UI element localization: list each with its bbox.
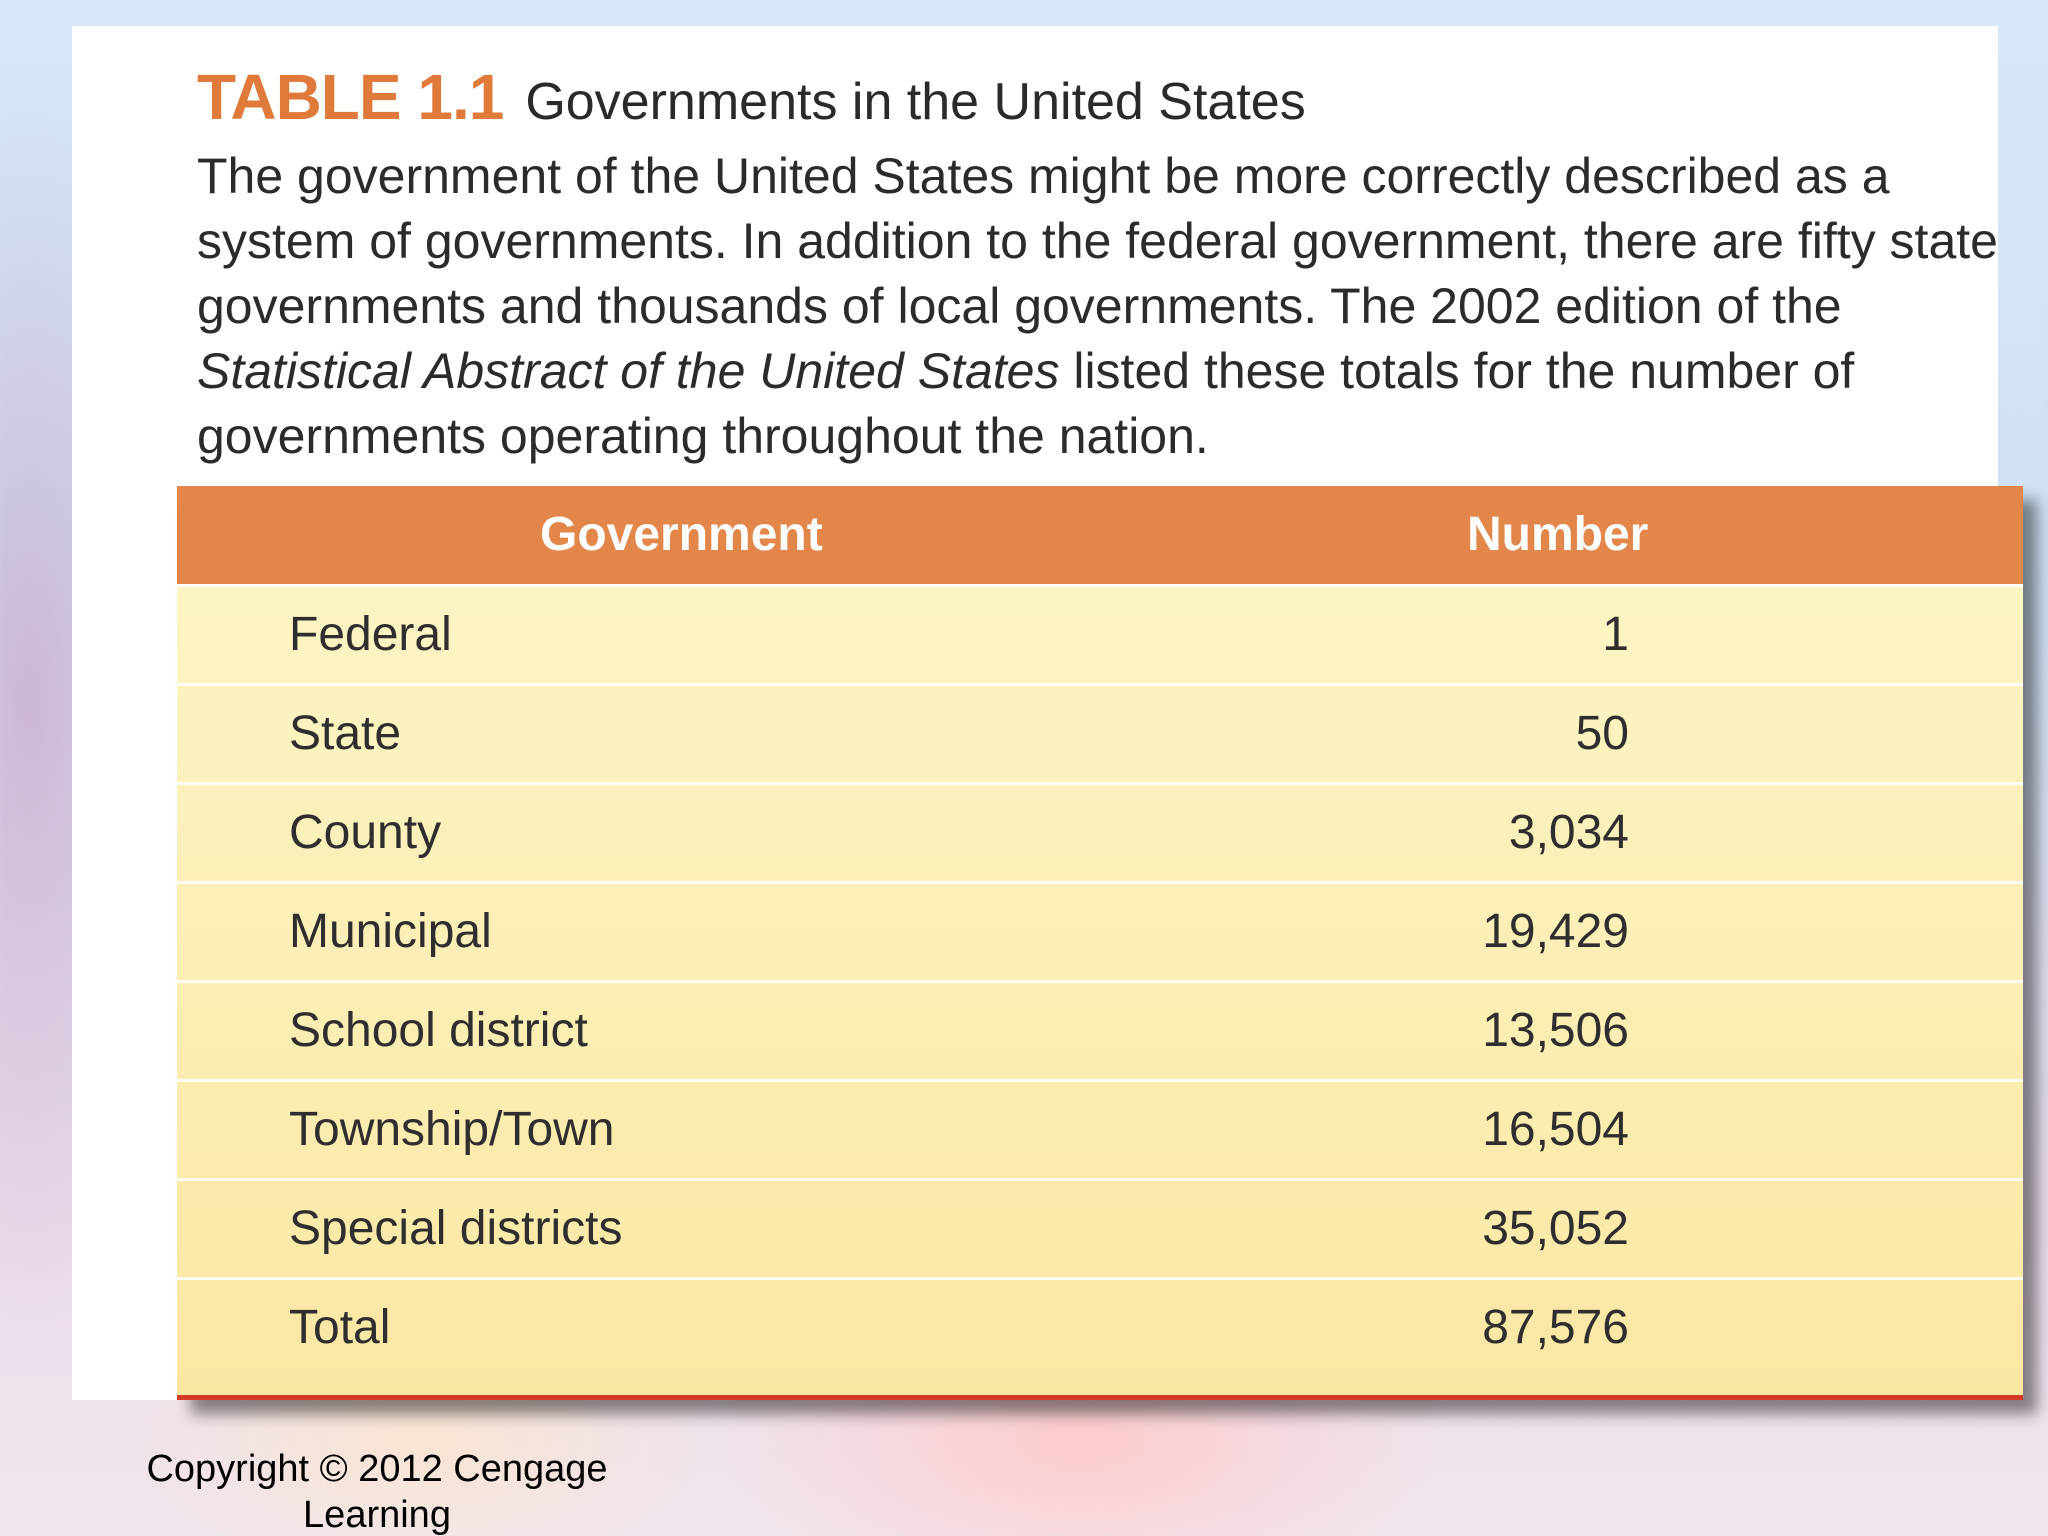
government-cell: School district (289, 1004, 588, 1057)
column-header-government: Government (540, 508, 823, 561)
number-cell: 35,052 (1482, 1202, 1629, 1255)
table-caption (197, 144, 2017, 469)
caption-text-end: listed these totals for the number of governments operating throughout the nation. (197, 343, 1855, 464)
number-cell: 16,504 (1482, 1103, 1629, 1156)
table-header-row (177, 486, 2023, 584)
governments-table-wrapper (177, 486, 2023, 1400)
table-title: Governments in the United States (525, 73, 1306, 131)
table-row-state (177, 683, 2023, 782)
government-cell: Special districts (289, 1202, 623, 1255)
caption-text-start: The government of the United States might be more correctly described as a system of governments. In addition to the federal government, there are fifty state governments and thousands of local governments. The 2002 edition of the (197, 148, 1998, 334)
column-header-number: Number (1467, 508, 1649, 561)
table-row-county (177, 782, 2023, 881)
table-heading (197, 60, 1306, 134)
copyright-notice: Copyright © 2012 Cengage Learning (146, 1448, 608, 1536)
table-row-municipal (177, 881, 2023, 980)
government-cell: Municipal (289, 905, 492, 958)
government-cell: Federal (289, 608, 452, 661)
caption-publication-title: Statistical Abstract of the United States (197, 343, 1060, 399)
table-number: TABLE 1.1 (197, 61, 504, 133)
number-cell: 87,576 (1482, 1301, 1629, 1354)
number-cell: 50 (1575, 707, 1629, 760)
government-cell: Total (289, 1301, 391, 1354)
government-cell: Township/Town (289, 1103, 615, 1156)
number-cell: 3,034 (1508, 806, 1629, 859)
table-row-township-town (177, 1079, 2023, 1178)
number-cell: 13,506 (1482, 1004, 1629, 1057)
number-cell: 1 (1602, 608, 1629, 661)
government-cell: County (289, 806, 442, 859)
governments-table (177, 486, 2023, 1400)
table-row-special-districts (177, 1178, 2023, 1277)
table-row-federal (177, 584, 2023, 683)
slide-panel (72, 26, 1998, 1400)
government-cell: State (289, 707, 402, 760)
table-row-total (177, 1277, 2023, 1376)
number-cell: 19,429 (1482, 905, 1629, 958)
table-row-school-district (177, 980, 2023, 1079)
